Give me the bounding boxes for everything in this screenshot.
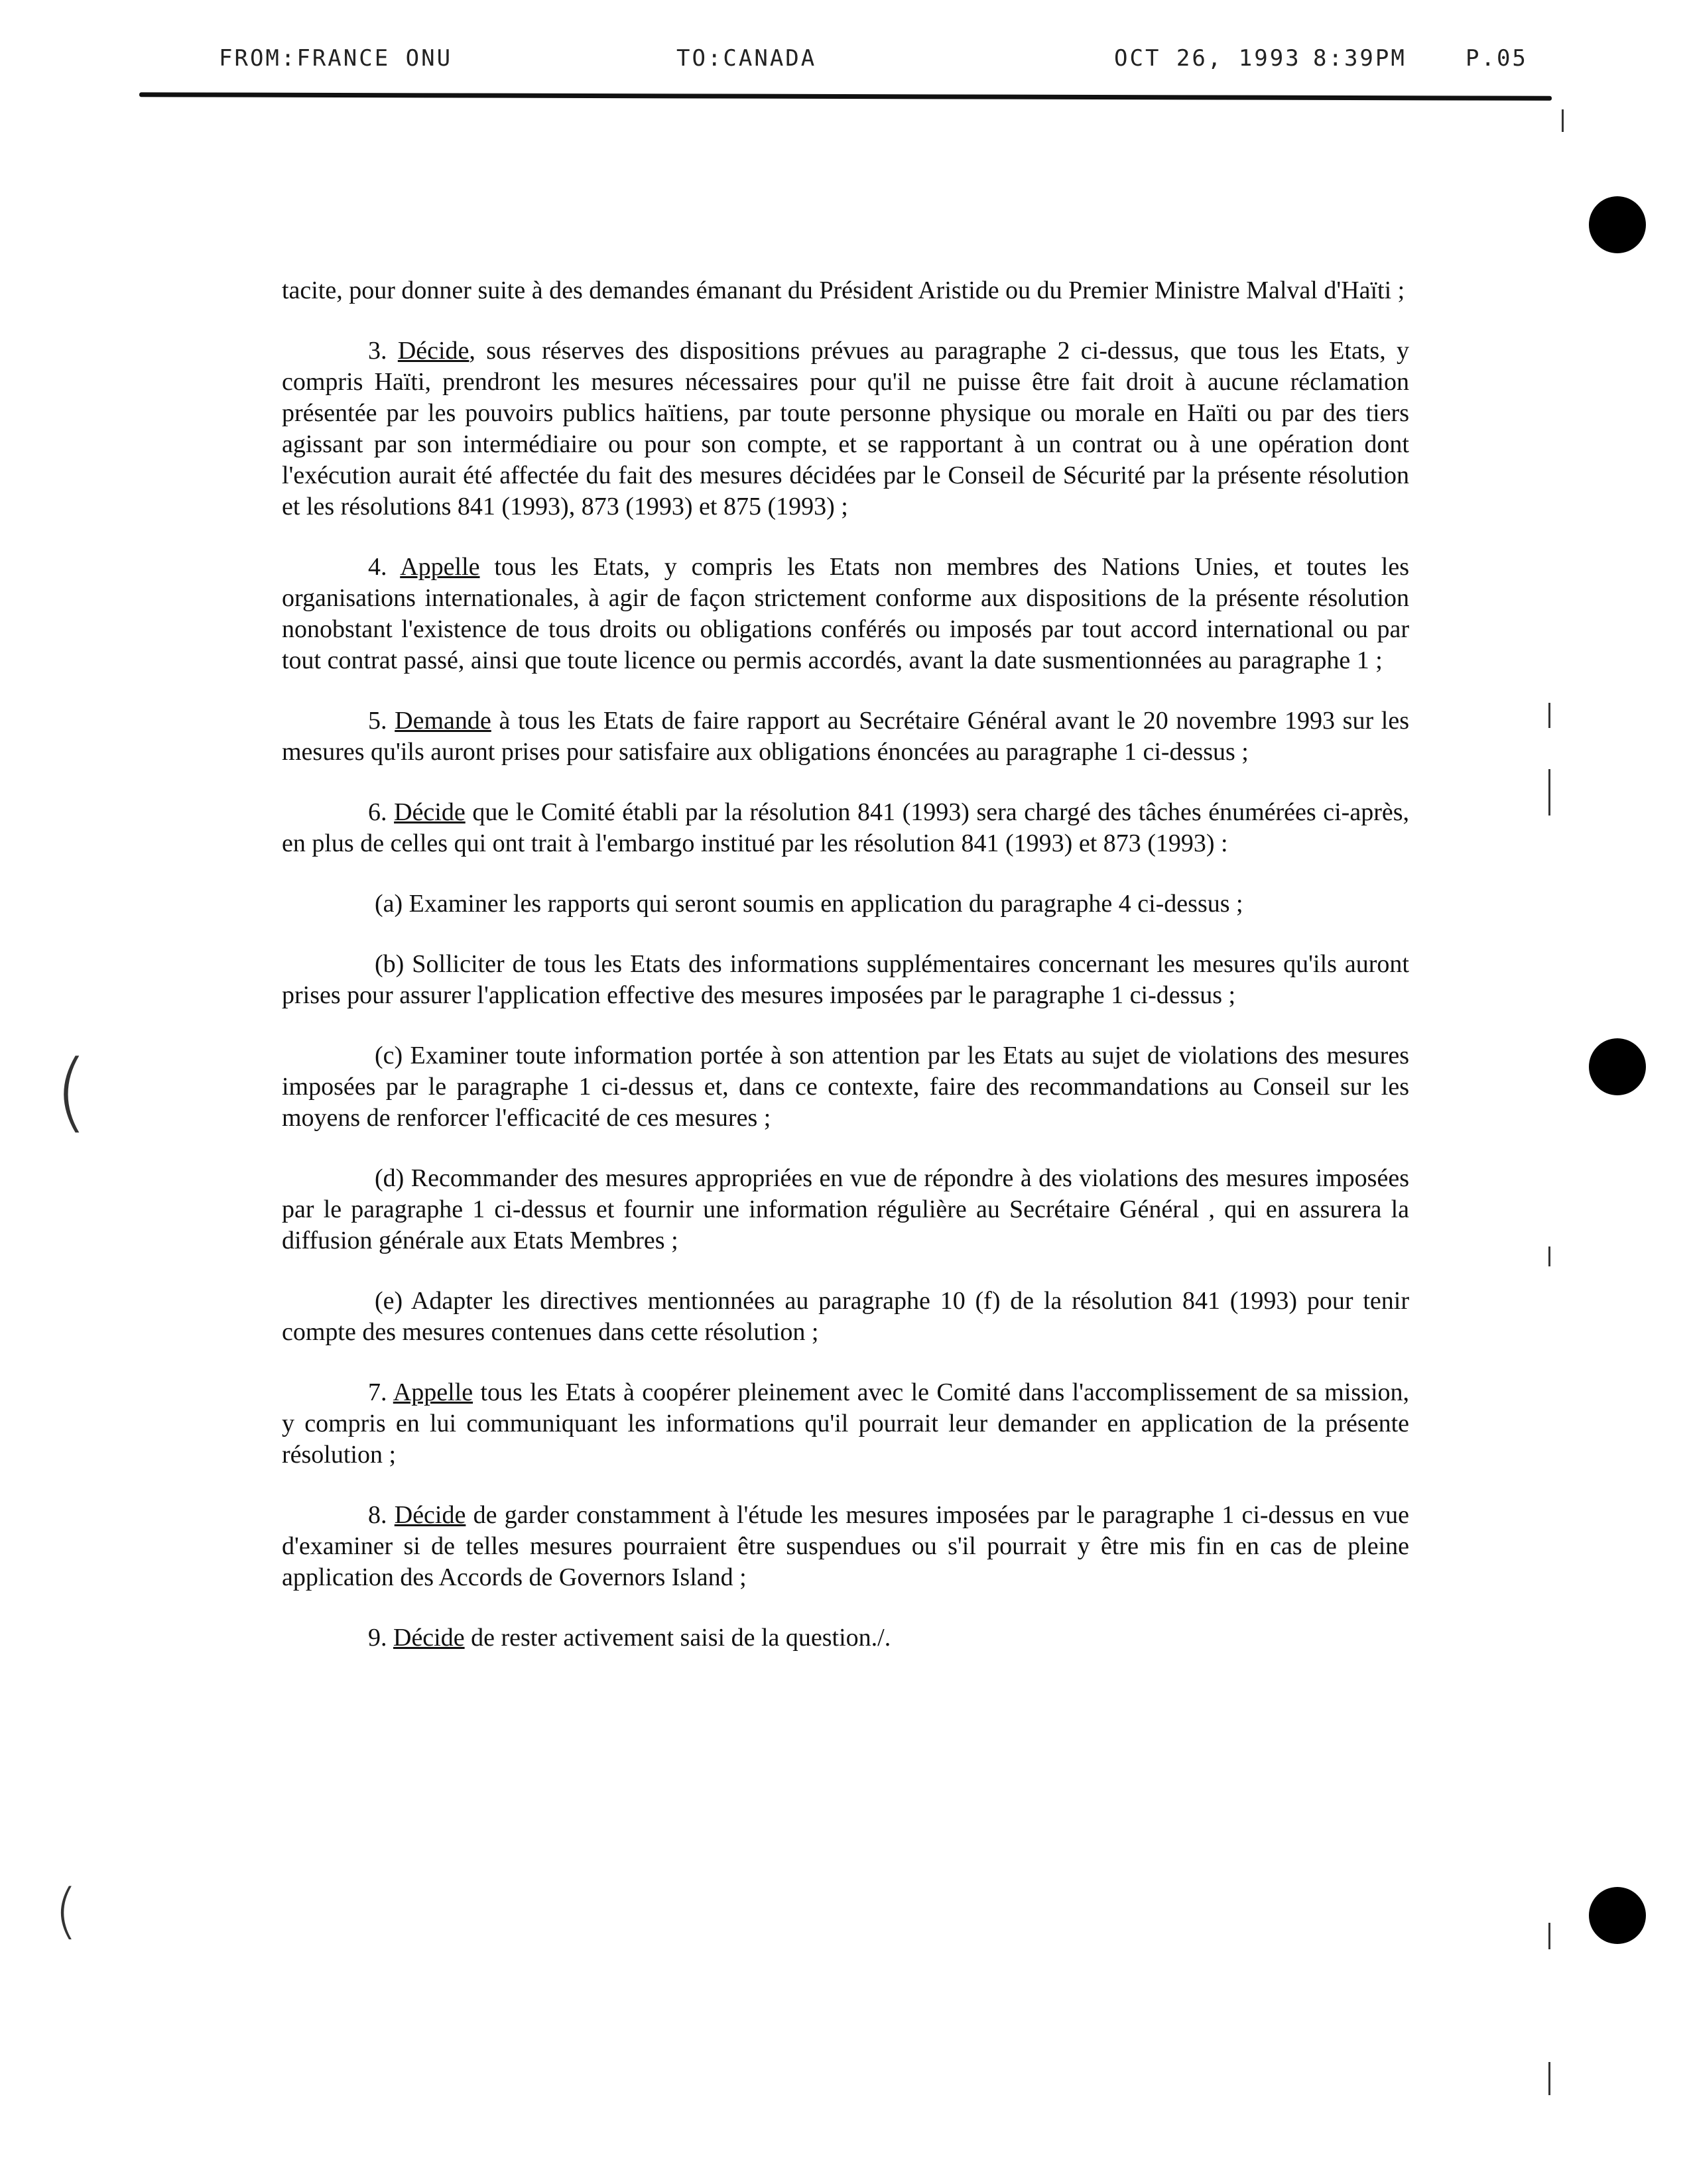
paragraph-number: 9. [368,1624,387,1652]
operative-keyword: Appelle [393,1378,473,1406]
paragraph-6 [282,797,1409,859]
paragraph-text: tous les Etats, y compris les Etats non membres des Nations Unies, et toutes les organisations internationales, à agir de façon strictement conforme aux dispositions de la présente résolution nonobstant l'existence de tous droits ou obligations conférés ou imposés par tout accord international ou par tout contrat passé, ainsi que toute licence ou permis accordés, avant la date susmentionnées au paragraphe 1 ; [282,553,1410,674]
paragraph-text: de rester activement saisi de la question./. [464,1624,891,1652]
scan-edge-mark [1548,703,1550,728]
subitem-b: (b) Solliciter de tous les Etats des informations supplémentaires concernant les mesures qu'ils auront prises pour assurer l'application effective des mesures imposées par le paragraphe 1 ci-dessus ; [282,950,1409,1009]
operative-keyword: Décide [394,1501,466,1529]
scan-edge-mark [1562,109,1564,132]
paragraph-3 [282,335,1409,522]
resolution-text [282,275,1409,1683]
punch-hole [1589,1038,1646,1095]
paragraph-text: à tous les Etats de faire rapport au Secrétaire Général avant le 20 novembre 1993 sur les mesures qu'ils auront prises pour satisfaire aux obligations énoncées au paragraphe 1 ci-dessus ; [282,707,1409,766]
fax-date: OCT 26, 1993 [1114,45,1301,72]
paragraph-number: 7. [368,1378,387,1406]
paragraph-5 [282,705,1409,768]
operative-keyword: Décide [394,798,466,826]
subitem-a: (a) Examiner les rapports qui seront soumis en application du paragraphe 4 ci-dessus ; [375,890,1243,918]
paragraph-number: 4. [368,553,387,581]
fax-header [0,0,1691,119]
paragraph-text: tous les Etats à coopérer pleinement avec le Comité dans l'accomplissement de sa mission, y compris en lui communiquant les informations qu'il pourrait leur demander en application de la présente résolution ; [282,1378,1410,1469]
operative-keyword: Décide [397,337,470,365]
subitem-e: (e) Adapter les directives mentionnées au paragraphe 10 (f) de la résolution 841 (1993) pour tenir compte des mesures contenues dans cette résolution ; [282,1287,1409,1346]
margin-bracket: ( [54,1041,88,1142]
scan-edge-mark [1548,1246,1550,1266]
operative-keyword: Appelle [400,553,480,581]
punch-hole [1589,1887,1646,1944]
paragraph-number: 3. [368,337,387,365]
paragraph-4 [282,552,1409,676]
paragraph-7 [282,1377,1409,1471]
scan-edge-mark [1548,1923,1550,1949]
fax-time: 8:39PM [1313,45,1407,72]
fax-to: TO:CANADA [676,45,817,72]
intro-paragraph: tacite, pour donner suite à des demandes émanant du Président Aristide ou du Premier Ministre Malval d'Haïti ; [282,276,1405,304]
paragraph-number: 5. [368,707,387,735]
operative-keyword: Décide [393,1624,465,1652]
paragraph-text: que le Comité établi par la résolution 841 (1993) sera chargé des tâches énumérées ci-après, en plus de celles qui ont trait à l'embargo institué par les résolution 841 (1993) et 873 (1993) : [282,798,1410,857]
paragraph-9 [282,1622,1409,1654]
punch-hole [1589,196,1646,253]
margin-bracket: ( [54,1876,78,1946]
paragraph-8 [282,1500,1409,1593]
scan-edge-mark [1548,2062,1550,2095]
subitem-c: (c) Examiner toute information portée à son attention par les Etats au sujet de violations des mesures imposées par le paragraphe 1 ci-dessus et, dans ce contexte, faire des recommandations au Conseil sur les moyens de renforcer l'efficacité de ces mesures ; [282,1042,1409,1132]
header-rule [139,92,1552,101]
fax-from: FROM:FRANCE ONU [219,45,453,72]
paragraph-text: de garder constamment à l'étude les mesures imposées par le paragraphe 1 ci-dessus en vue d'examiner si de telles mesures pourraient être suspendues ou s'il pourrait y être mis fin en cas de pleine application des Accords de Governors Island ; [282,1501,1410,1591]
fax-page-number: P.05 [1466,45,1528,72]
paragraph-text: , sous réserves des dispositions prévues au paragraphe 2 ci-dessus, que tous les Etats, y compris Haïti, prendront les mesures nécessaires pour qu'il ne puisse être fait droit à aucune réclamation présentée par les pouvoirs publics haïtiens, par toute personne physique ou morale en Haïti ou par des tiers agissant par son intermédiaire ou pour son compte, et se rapportant à un contrat ou à une opération dont l'exécution aurait été affectée du fait des mesures décidées par le Conseil de Sécurité par la présente résolution et les résolutions 841 (1993), 873 (1993) et 875 (1993) ; [282,337,1410,520]
paragraph-number: 6. [368,798,387,826]
operative-keyword: Demande [395,707,491,735]
paragraph-number: 8. [368,1501,387,1529]
subitem-d: (d) Recommander des mesures appropriées en vue de répondre à des violations des mesures imposées par le paragraphe 1 ci-dessus et fournir une information régulière au Secrétaire Général , qui en assurera la diffusion générale aux Etats Membres ; [282,1164,1409,1254]
scan-edge-mark [1548,769,1550,816]
